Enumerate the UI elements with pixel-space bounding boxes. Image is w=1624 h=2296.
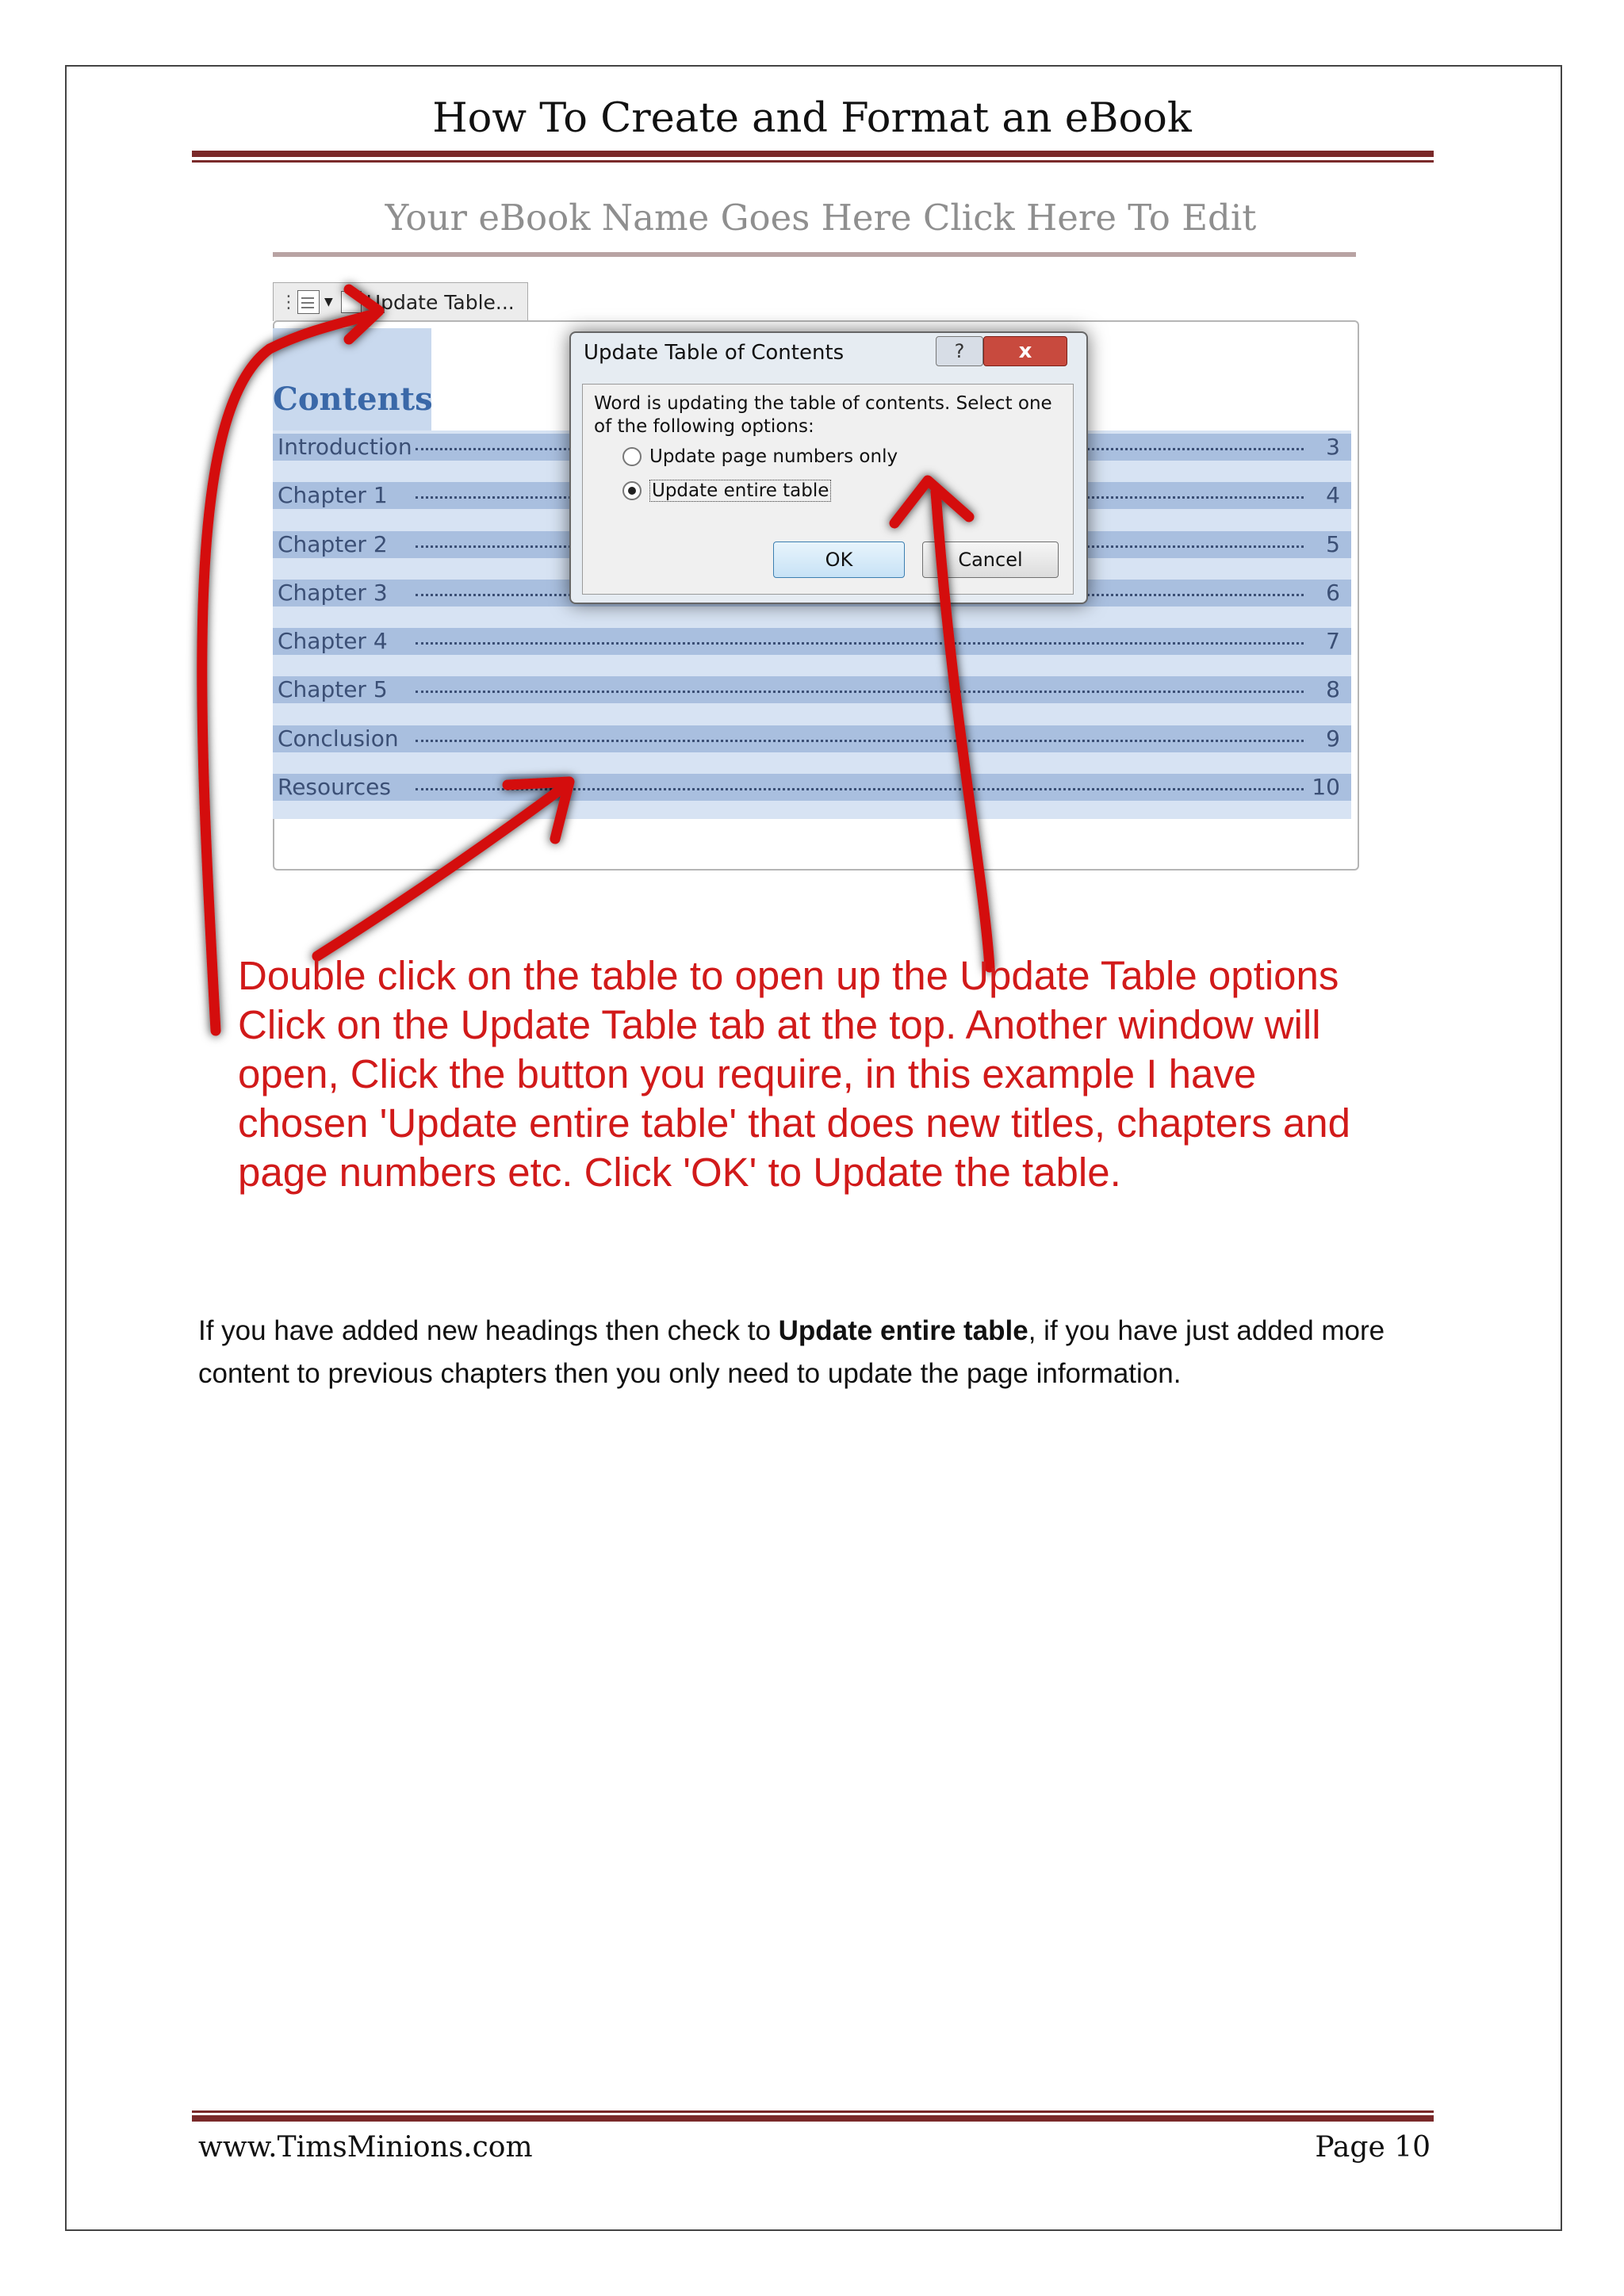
toc-leader bbox=[416, 740, 1304, 742]
ok-button[interactable]: OK bbox=[773, 541, 905, 578]
dialog-title: Update Table of Contents bbox=[584, 341, 845, 365]
radio-checked-icon[interactable] bbox=[622, 481, 642, 500]
toc-page: 9 bbox=[1326, 725, 1340, 752]
cancel-button[interactable]: Cancel bbox=[922, 541, 1059, 578]
contents-heading: Contents bbox=[273, 381, 433, 418]
toc-label: Chapter 2 bbox=[278, 531, 388, 557]
dialog-body bbox=[582, 384, 1074, 595]
toc-page: 3 bbox=[1326, 434, 1340, 460]
help-button[interactable]: ? bbox=[936, 336, 983, 366]
toc-page: 5 bbox=[1326, 531, 1340, 557]
instruction-line: Click on the Update Table tab at the top. Another window will bbox=[238, 1002, 1321, 1047]
update-toc-dialog bbox=[569, 331, 1088, 604]
body-line-1 bbox=[198, 1310, 1435, 1353]
toc-page: 10 bbox=[1312, 774, 1340, 800]
toc-label: Resources bbox=[278, 774, 391, 800]
option-entire-table-label: Update entire table bbox=[649, 480, 831, 502]
ebook-name-rule bbox=[273, 252, 1356, 257]
toc-row[interactable] bbox=[273, 725, 1351, 752]
body-paragraph bbox=[198, 1310, 1435, 1395]
dialog-message: Word is updating the table of contents. Select one of the following options: bbox=[594, 393, 1052, 437]
ebook-name-heading: Your eBook Name Goes Here Click Here To Edit bbox=[385, 197, 1257, 239]
toc-page: 7 bbox=[1326, 628, 1340, 654]
toc-leader bbox=[416, 642, 1304, 645]
toc-row[interactable] bbox=[273, 628, 1351, 655]
close-button[interactable]: x bbox=[983, 336, 1067, 366]
footer-rule bbox=[192, 2115, 1434, 2122]
chevron-down-icon[interactable]: ▼ bbox=[324, 296, 333, 308]
annotation-instructions bbox=[238, 951, 1459, 1197]
instruction-line: chosen 'Update entire table' that does new titles, chapters and bbox=[238, 1100, 1351, 1146]
body-bold-text: Update entire table bbox=[778, 1315, 1028, 1346]
toc-label: Chapter 3 bbox=[278, 580, 388, 606]
grip-icon: ⋮ bbox=[280, 292, 297, 312]
footer-rule-thin bbox=[192, 2110, 1434, 2113]
header-rule-thin bbox=[192, 160, 1434, 163]
option-page-numbers[interactable] bbox=[622, 446, 898, 467]
toc-label: Chapter 5 bbox=[278, 676, 388, 702]
option-entire-table[interactable] bbox=[622, 480, 831, 502]
body-text: , if you have just added more bbox=[1028, 1315, 1385, 1346]
header-rule bbox=[192, 151, 1434, 157]
instruction-line: page numbers etc. Click 'OK' to Update the table. bbox=[238, 1150, 1121, 1195]
toc-toolbar[interactable] bbox=[273, 282, 528, 321]
toc-label: Introduction bbox=[278, 434, 412, 460]
instruction-line: open, Click the button you require, in this example I have bbox=[238, 1051, 1257, 1096]
toc-row[interactable] bbox=[273, 676, 1351, 703]
document-header-title: How To Create and Format an eBook bbox=[432, 95, 1192, 142]
toc-label: Chapter 1 bbox=[278, 482, 388, 508]
footer-url: www.TimsMinions.com bbox=[198, 2131, 533, 2164]
toc-leader bbox=[416, 788, 1304, 790]
document-icon[interactable] bbox=[297, 290, 320, 314]
radio-unchecked-icon[interactable] bbox=[622, 447, 642, 466]
body-line-2: content to previous chapters then you only need to update the page information. bbox=[198, 1358, 1182, 1389]
option-page-numbers-label: Update page numbers only bbox=[649, 446, 898, 467]
toc-page: 4 bbox=[1326, 482, 1340, 508]
toc-row[interactable] bbox=[273, 774, 1351, 801]
body-text: If you have added new headings then check to bbox=[198, 1315, 779, 1346]
toc-label: Chapter 4 bbox=[278, 628, 388, 654]
toc-label: Conclusion bbox=[278, 725, 399, 752]
footer-page-number: Page 10 bbox=[1315, 2131, 1431, 2164]
update-table-button[interactable]: Update Table... bbox=[366, 290, 515, 314]
toc-leader bbox=[416, 691, 1304, 693]
toc-page: 8 bbox=[1326, 676, 1340, 702]
update-icon bbox=[341, 291, 362, 313]
toc-page: 6 bbox=[1326, 580, 1340, 606]
instruction-line: Double click on the table to open up the Update Table options bbox=[238, 953, 1339, 998]
